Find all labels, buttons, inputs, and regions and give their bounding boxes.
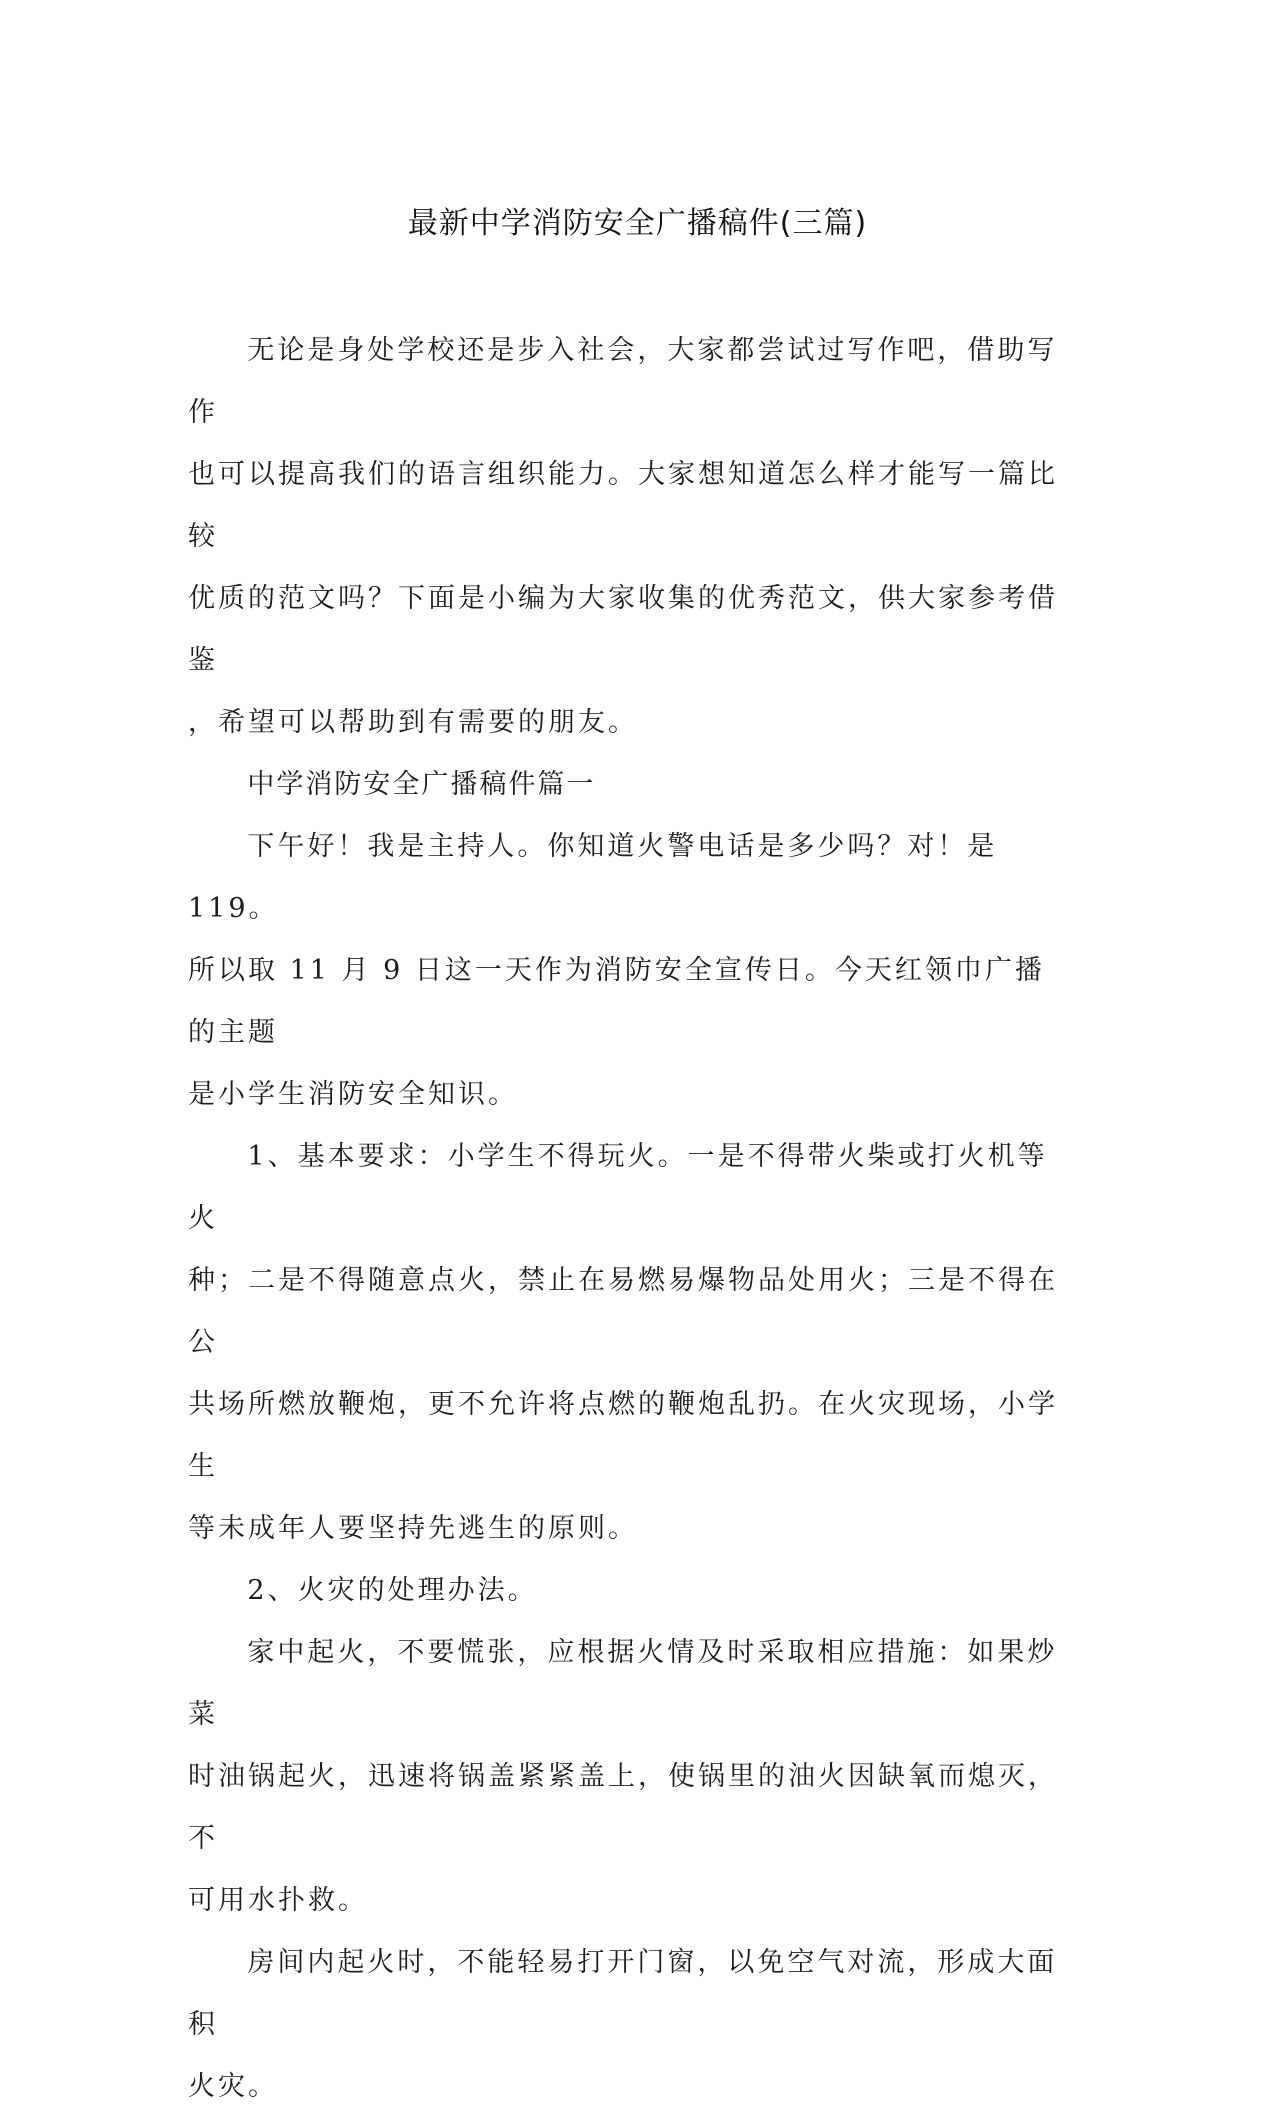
document-body [188, 320, 1068, 2118]
kitchen-fire-paragraph: 家中起火，不要慌张，应根据火情及时采取相应措施：如果炒菜 时油锅起火，迅速将锅盖紧紧盖上，使锅里的油火因缺氧而熄灭，不 可用水扑救。 [188, 1637, 1058, 1916]
room-fire-paragraph: 房间内起火时，不能轻易打开门窗，以免空气对流，形成大面积 火灾。 [188, 1947, 1058, 2102]
greeting-paragraph: 下午好！我是主持人。你知道火警电话是多少吗？对！是 119。 所以取 11 月 9 日这一天作为消防安全宣传日。今天红领巾广播的主题 是小学生消防安全知识。 [188, 831, 1045, 1110]
intro-paragraph: 无论是身处学校还是步入社会，大家都尝试过写作吧，借助写作 也可以提高我们的语言组织能力。大家想知道怎么样才能写一篇比较 优质的范文吗？下面是小编为大家收集的优秀范文，供大家参考借鉴 ，希望可以帮助到有需要的朋友。 [188, 335, 1058, 738]
document-title: 最新中学消防安全广播稿件(三篇) [407, 206, 868, 241]
basic-requirements-paragraph: 1、基本要求：小学生不得玩火。一是不得带火柴或打火机等火 种；二是不得随意点火，禁止在易燃易爆物品处用火；三是不得在公 共场所燃放鞭炮，更不允许将点燃的鞭炮乱扔。在火灾现场，小学生 等未成年人要坚持先逃生的原则。 [188, 1141, 1058, 1544]
section-heading: 中学消防安全广播稿件篇一 [247, 769, 596, 800]
handling-methods-heading: 2、火灾的处理办法。 [247, 1575, 538, 1606]
